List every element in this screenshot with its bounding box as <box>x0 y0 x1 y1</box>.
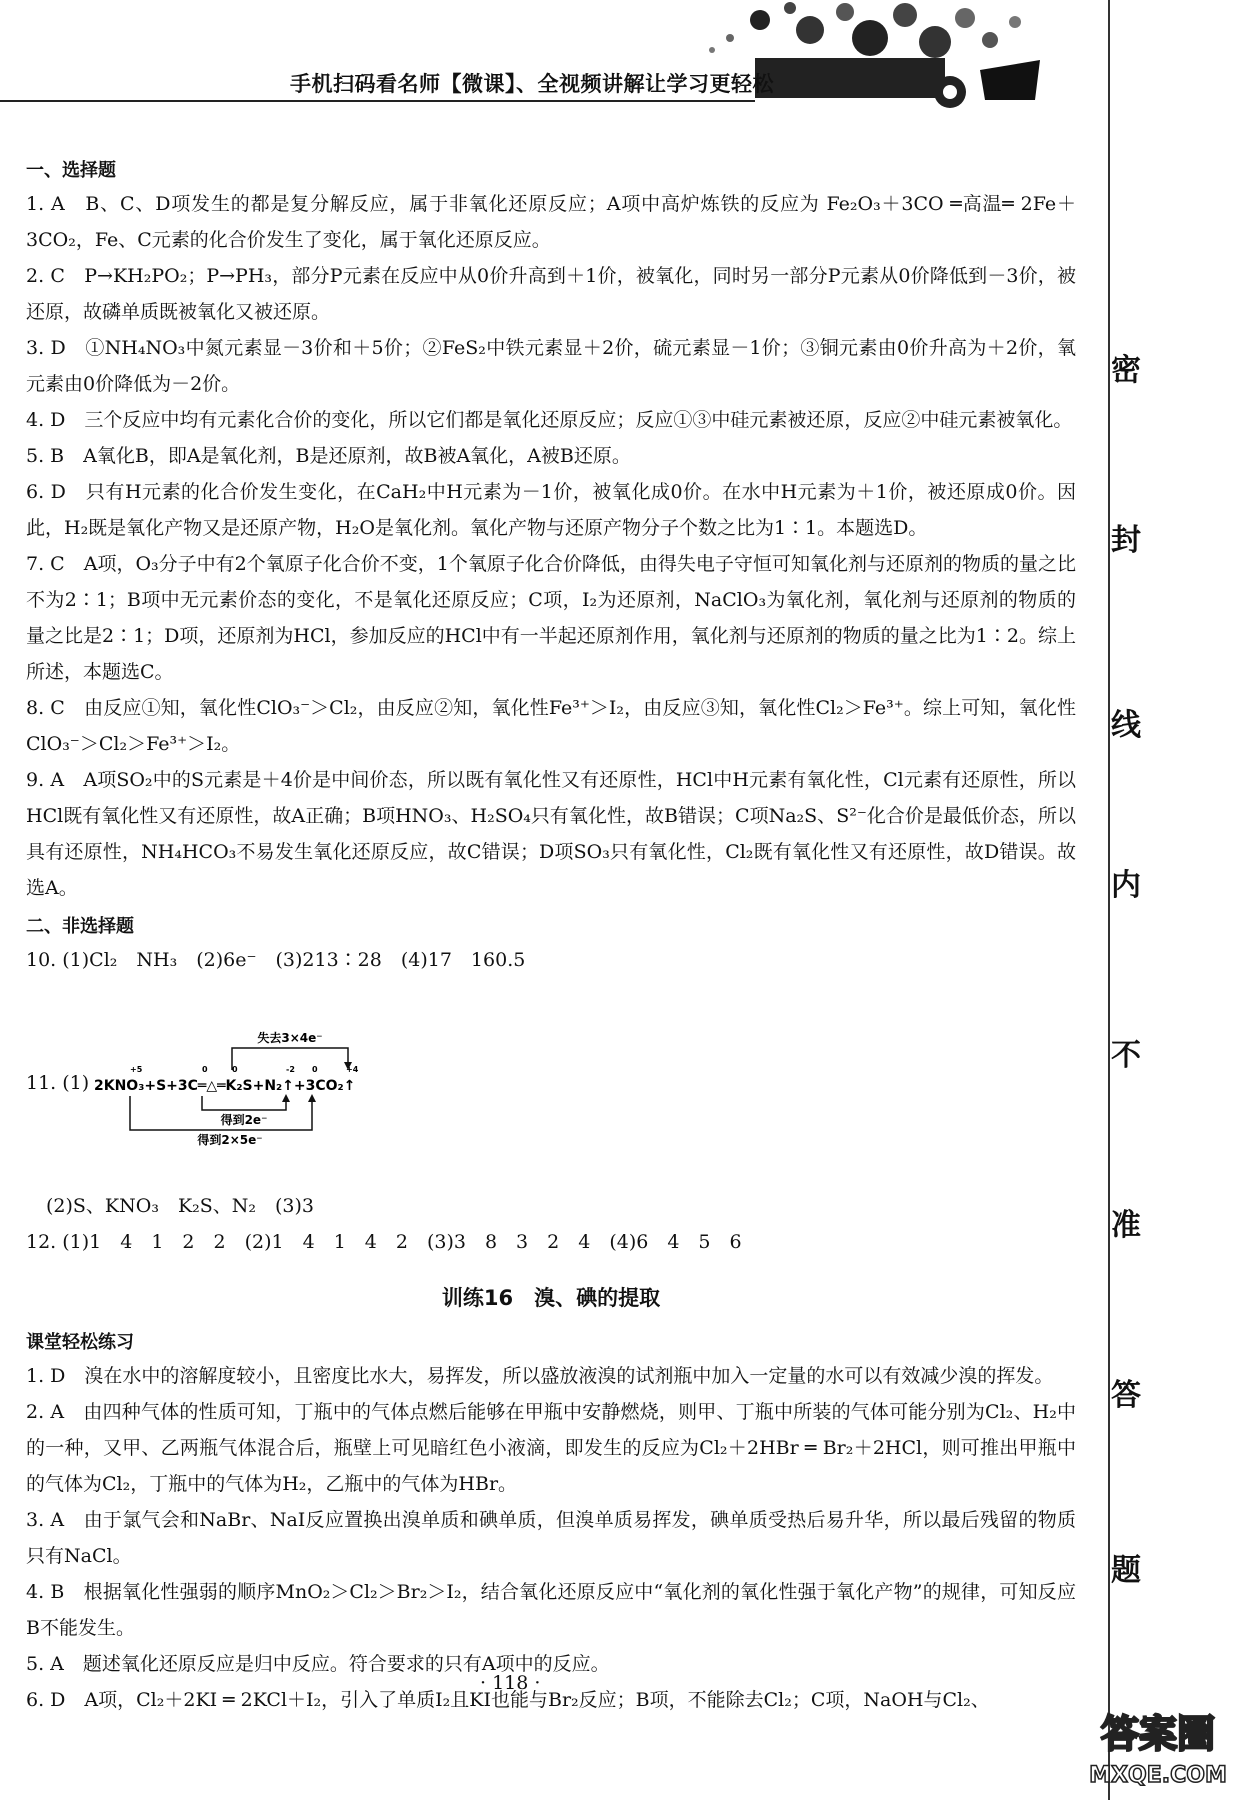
electron-transfer-diagram <box>26 978 1076 1188</box>
margin-char: 密 <box>1111 353 1141 388</box>
ox-number: +4 <box>346 1065 359 1074</box>
header-banner-text: 手机扫码看名师【微课】、全视频讲解让学习更轻松 <box>290 72 774 96</box>
margin-char: 封 <box>1111 523 1141 558</box>
answer-content <box>26 150 1076 1718</box>
arrowhead-icon <box>282 1094 290 1102</box>
lesson-title: 训练16 溴、碘的提取 <box>441 1286 661 1310</box>
gain-electron-label: 得到2e⁻ <box>220 1113 268 1127</box>
margin-char: 内 <box>1111 868 1141 903</box>
ox-number: 0 <box>232 1065 238 1074</box>
answer-item: 8. C 由反应①知，氧化性ClO₃⁻＞Cl₂，由反应②知，氧化性Fe³⁺＞I₂，由反应③知，氧化性Cl₂＞Fe³⁺。综上可知，氧化性ClO₃⁻＞Cl₂＞Fe³⁺＞I₂。 <box>26 697 1076 755</box>
answer-item: 3. D ①NH₄NO₃中氮元素显－3价和＋5价；②FeS₂中铁元素显＋2价，硫元素显－1价；③铜元素由0价升高为＋2价，氧元素由0价降低为－2价。 <box>26 337 1076 395</box>
ox-number: 0 <box>202 1065 208 1074</box>
answer-item: 3. A 由于氯气会和NaBr、NaI反应置换出溴单质和碘单质，但溴单质易挥发，碘单质受热后易升华，所以最后残留的物质只有NaCl。 <box>26 1509 1076 1567</box>
ox-number: +5 <box>130 1065 143 1074</box>
answer-item: 1. A B、C、D项发生的都是复分解反应，属于非氧化还原反应；A项中高炉炼铁的反应为 Fe₂O₃＋3CO ═高温═ 2Fe＋3CO₂，Fe、C元素的化合价发生了变化，属于氧化还原反应。 <box>26 193 1076 251</box>
margin-char: 答 <box>1111 1378 1141 1413</box>
answer-item: 1. D 溴在水中的溶解度较小，且密度比水大，易挥发，所以盛放液溴的试剂瓶中加入一定量的水可以有效减少溴的挥发。 <box>26 1365 1054 1387</box>
watermark-line2: MXQE.COM <box>1089 1763 1227 1788</box>
answer-item: 6. D 只有H元素的化合价发生变化，在CaH₂中H元素为－1价，被氧化成0价。在水中H元素为＋1价，被还原成0价。因此，H₂既是氧化产物又是还原产物，H₂O是氧化剂。氧化产物与还原产物分子个数之比为1∶1。本题选D。 <box>26 481 1076 539</box>
redox-equation: 2KNO₃+S+3C═△═K₂S+N₂↑+3CO₂↑ <box>94 1078 356 1094</box>
gain-electron-label: 得到2×5e⁻ <box>197 1133 263 1147</box>
answer-item: 5. B A氧化B，即A是氧化剂，B是还原剂，故B被A氧化，A被B还原。 <box>26 445 631 467</box>
header-rule <box>0 100 755 102</box>
lost-electron-label: 失去3×4e⁻ <box>257 1031 323 1045</box>
question-label: 11. (1) <box>26 1072 90 1094</box>
answer-item: (2)S、KNO₃ K₂S、N₂ (3)3 <box>46 1195 315 1217</box>
answer-item: 9. A A项SO₂中的S元素是＋4价是中间价态，所以既有氧化性又有还原性，HCl中H元素有氧化性，Cl元素有还原性，所以HCl既有氧化性又有还原性，故A正确；B项HNO₃、H₂SO₄只有氧化性，故B错误；C项Na₂S、S²⁻化合价是最低价态，所以具有还原性，NH₄HCO₃不易发生氧化还原反应，故C错误；D项SO₃只有氧化性，Cl₂既有氧化性又有还原性，故D错误。故选A。 <box>26 769 1076 899</box>
answer-item: 12. (1)1 4 1 2 2 (2)1 4 1 4 2 (3)3 8 3 2 4 (4)6 4 5 6 <box>26 1231 742 1253</box>
ox-number: 0 <box>312 1065 318 1074</box>
answer-item: 6. D A项，Cl₂＋2KI ═ 2KCl＋I₂，引入了单质I₂且KI也能与Br₂反应；B项，不能除去Cl₂；C项，NaOH与Cl₂、 <box>26 1689 990 1711</box>
page-number: · 118 · <box>480 1672 541 1694</box>
section-heading: 课堂轻松练习 <box>26 1332 134 1353</box>
margin-char: 线 <box>1111 708 1141 743</box>
answer-item: 4. D 三个反应中均有元素化合价的变化，所以它们都是氧化还原反应；反应①③中硅元素被还原，反应②中硅元素被氧化。 <box>26 409 1073 431</box>
arrowhead-icon <box>308 1094 316 1102</box>
answer-item: 7. C A项，O₃分子中有2个氧原子化合价不变，1个氧原子化合价降低，由得失电子守恒可知氧化剂与还原剂的物质的量之比不为2∶1；B项中无元素价态的变化，不是氧化还原反应；C项，I₂为还原剂，NaClO₃为氧化剂，氧化剂与还原剂的物质的量之比是2∶1；D项，还原剂为HCl，参加反应的HCl中有一半起还原剂作用，氧化剂与还原剂的物质的量之比为1∶2。综上所述，本题选C。 <box>26 553 1076 683</box>
section-heading: 二、非选择题 <box>26 916 134 937</box>
page-header <box>0 0 1245 110</box>
section-heading: 一、选择题 <box>26 160 116 181</box>
margin-char: 准 <box>1111 1208 1141 1243</box>
watermark-icon <box>1078 1702 1238 1792</box>
answer-item: 2. A 由四种气体的性质可知，丁瓶中的气体点燃后能够在甲瓶中安静燃烧，则甲、丁瓶中所装的气体可能分别为Cl₂、H₂中的一种，又甲、乙两瓶气体混合后，瓶壁上可见暗红色小液滴，即发生的反应为Cl₂＋2HBr ═ Br₂＋2HCl，则可推出甲瓶中的气体为Cl₂，丁瓶中的气体为H₂，乙瓶中的气体为HBr。 <box>26 1401 1076 1495</box>
answer-item: 10. (1)Cl₂ NH₃ (2)6e⁻ (3)213∶28 (4)17 160.5 <box>26 949 526 971</box>
answer-item: 2. C P→KH₂PO₂；P→PH₃，部分P元素在反应中从0价升高到＋1价，被氧化，同时另一部分P元素从0价降低到－3价，被还原，故磷单质既被氧化又被还原。 <box>26 265 1076 323</box>
answer-item: 5. A 题述氧化还原反应是归中反应。符合要求的只有A项中的反应。 <box>26 1653 610 1675</box>
margin-char: 不 <box>1111 1038 1141 1073</box>
watermark-line1: 答案圈 <box>1100 1712 1216 1756</box>
gain-bracket <box>202 1096 286 1110</box>
redox-equation-svg <box>90 1018 420 1148</box>
ox-number: -2 <box>286 1065 295 1074</box>
answer-item: 4. B 根据氧化性强弱的顺序MnO₂＞Cl₂＞Br₂＞I₂，结合氧化还原反应中“氧化剂的氧化性强于氧化产物”的规律，可知反应B不能发生。 <box>26 1581 1076 1639</box>
watermark-logo <box>1078 1702 1238 1792</box>
margin-char: 题 <box>1111 1553 1141 1588</box>
